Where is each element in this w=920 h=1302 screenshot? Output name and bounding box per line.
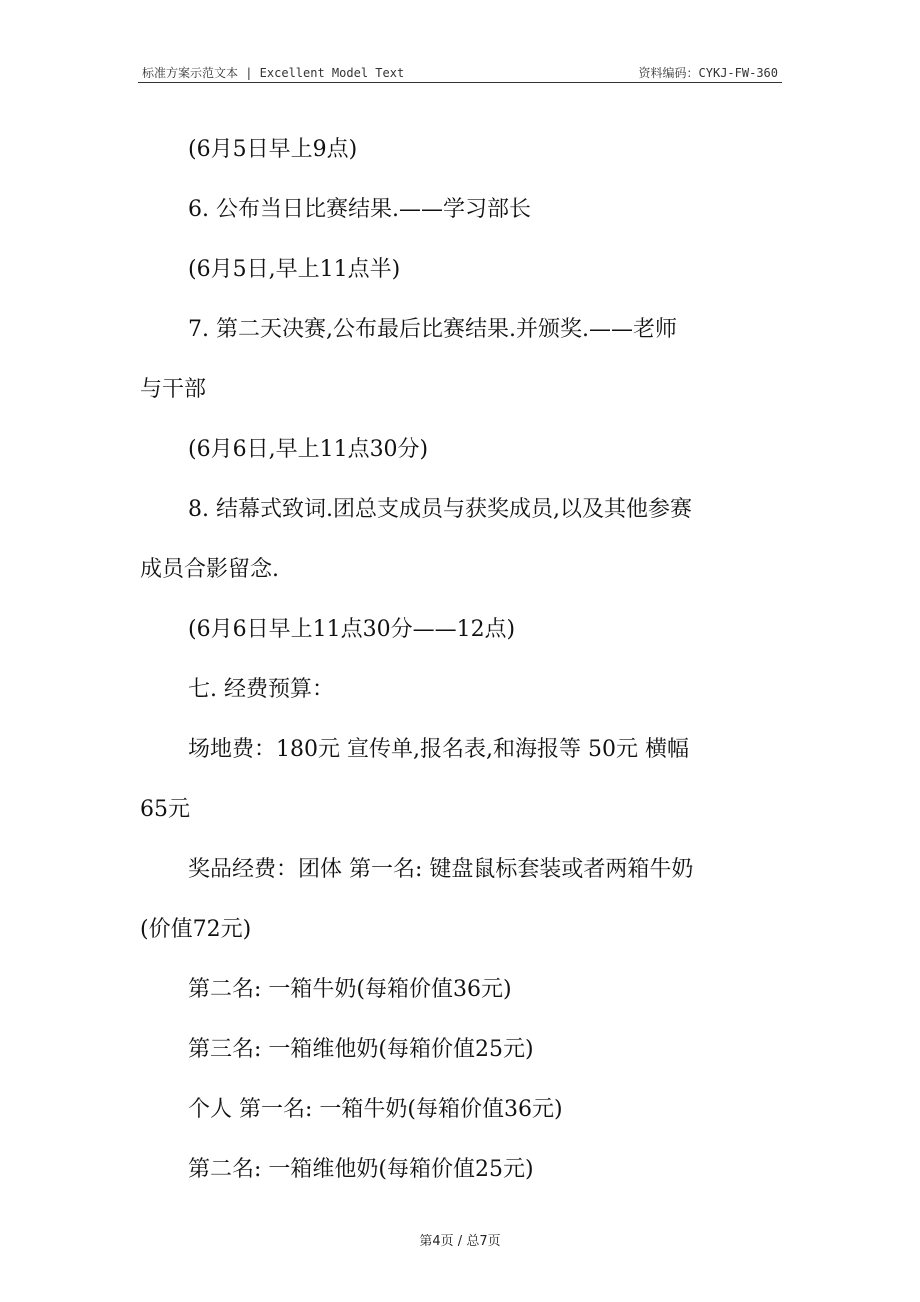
- text-line-8: 成员合影留念.: [140, 557, 279, 582]
- text-line-4: 7. 第二天决赛,公布最后比赛结果.并颁奖.——老师: [188, 317, 677, 342]
- page-header: [138, 60, 782, 83]
- text-line-18: 第二名: 一箱维他奶(每箱价值25元): [188, 1157, 534, 1182]
- text-line-5: 与干部: [140, 377, 207, 402]
- text-line-16: 第三名: 一箱维他奶(每箱价值25元): [188, 1037, 534, 1062]
- text-line-1: (6月5日早上9点): [188, 137, 358, 162]
- page-number: 第4页 / 总7页: [419, 1234, 501, 1249]
- text-line-14: (价值72元): [140, 917, 252, 942]
- header-title: 标准方案示范文本 | Excellent Model Text: [142, 66, 405, 80]
- text-line-15: 第二名: 一箱牛奶(每箱价值36元): [188, 977, 512, 1002]
- text-line-17: 个人 第一名: 一箱牛奶(每箱价值36元): [188, 1097, 563, 1122]
- document-body: [140, 120, 780, 1200]
- text-line-13: 奖品经费：团体 第一名: 键盘鼠标套装或者两箱牛奶: [188, 857, 694, 882]
- text-line-6: (6月6日,早上11点30分): [188, 437, 429, 462]
- text-line-3: (6月5日,早上11点半): [188, 257, 401, 282]
- document-code: 资料编码：CYKJ-FW-360: [638, 66, 778, 80]
- text-line-2: 6. 公布当日比赛结果.——学习部长: [188, 197, 531, 222]
- text-line-9: (6月6日早上11点30分——12点): [188, 617, 516, 642]
- text-line-7: 8. 结幕式致词.团总支成员与获奖成员,以及其他参赛: [188, 497, 692, 522]
- section-heading-budget: 七. 经费预算：: [188, 677, 334, 702]
- text-line-12: 65元: [140, 797, 190, 822]
- text-line-11: 场地费：180元 宣传单,报名表,和海报等 50元 横幅: [188, 737, 689, 762]
